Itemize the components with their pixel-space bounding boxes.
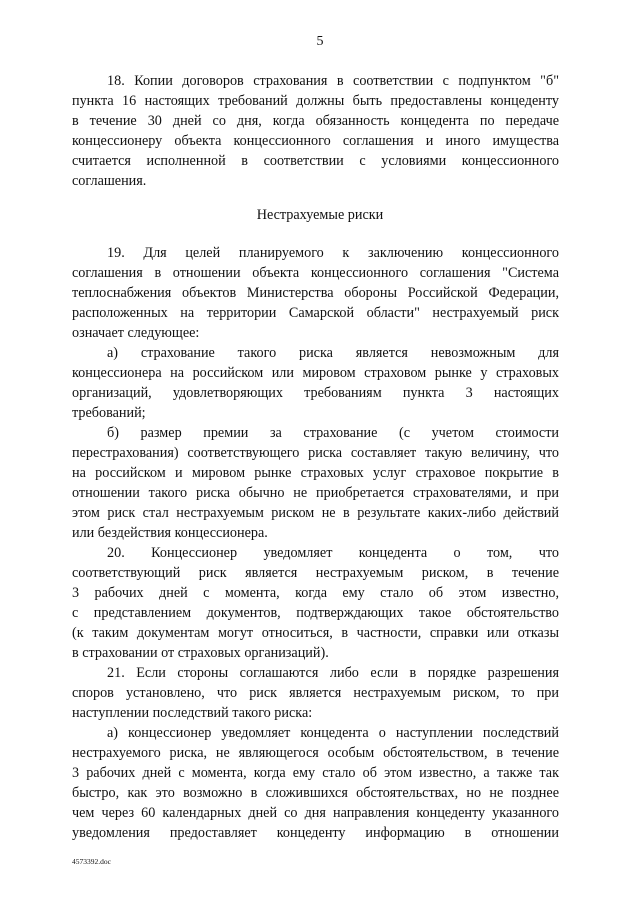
- paragraph-line: на российском и мировом рынке страховых услуг страховое покрытие в: [72, 465, 559, 481]
- paragraph-line: 21. Если стороны соглашаются либо если в порядке разрешения: [107, 665, 559, 681]
- paragraph-line: 3 рабочих дней с момента, когда ему стало об этом известно, а также так: [72, 765, 559, 781]
- paragraph-line: 20. Концессионер уведомляет концедента о том, что: [107, 545, 559, 561]
- paragraph-line: 19. Для целей планируемого к заключению концессионного: [107, 245, 559, 261]
- paragraph-line: в течение 30 дней со дня, когда обязанность концедента по передаче: [72, 113, 559, 129]
- paragraph-line: споров установлено, что риск является нестрахуемым риском, то при: [72, 685, 559, 701]
- paragraph-line: считается исполненной в соответствии с условиями концессионного: [72, 153, 559, 169]
- paragraph-line: этом риск стал нестрахуемым риском не в результате каких-либо действий: [72, 505, 559, 521]
- paragraph-line: уведомления предоставляет концеденту информацию в отношении: [72, 825, 559, 841]
- paragraph-line: в страховании от страховых организаций).: [72, 645, 329, 661]
- paragraph-line: отношении такого риска обычно не приобретается страхователями, и при: [72, 485, 559, 501]
- paragraph-line: соответствующий риск является нестрахуемым риском, в течение: [72, 565, 559, 581]
- paragraph-line: 18. Копии договоров страхования в соответствии с подпунктом "б": [107, 73, 559, 89]
- paragraph-line: пункта 16 настоящих требований должны быть предоставлены концеденту: [72, 93, 559, 109]
- paragraph-line: наступлении последствий такого риска:: [72, 705, 313, 721]
- paragraph-line: б) размер премии за страхование (с учетом стоимости: [107, 425, 559, 441]
- paragraph-line: (к таким документам могут относиться, в частности, справки или отказы: [72, 625, 559, 641]
- page-number: 5: [316, 34, 324, 49]
- paragraph-line: теплоснабжения объектов Министерства обороны Российской Федерации,: [72, 285, 559, 301]
- paragraph-line: быстро, как это возможно в сложившихся обстоятельствах, но не позднее: [72, 785, 559, 801]
- paragraph-line: или бездействия концессионера.: [72, 525, 268, 541]
- paragraph-line: требований;: [72, 405, 146, 421]
- paragraph-line: перестрахования) соответствующего риска составляет такую величину, что: [72, 445, 559, 461]
- paragraph-line: соглашения.: [72, 173, 147, 189]
- paragraph-line: с представлением документов, подтверждающих такое обстоятельство: [72, 605, 559, 621]
- paragraph-line: концессионера на российском или мировом страховом рынке у страховых: [72, 365, 559, 381]
- paragraph-line: а) страхование такого риска является невозможным для: [107, 345, 559, 361]
- paragraph-line: соглашения в отношении объекта концессионного соглашения "Система: [72, 265, 559, 281]
- paragraph-line: а) концессионер уведомляет концедента о наступлении последствий: [107, 725, 559, 741]
- paragraph-line: нестрахуемого риска, не являющегося особым обстоятельством, в течение: [72, 745, 559, 761]
- paragraph-line: расположенных на территории Самарской области" нестрахуемый риск: [72, 305, 559, 321]
- paragraph-line: организаций, удовлетворяющих требованиям пункта 3 настоящих: [72, 385, 559, 401]
- footer-document-code: 4573392.doc: [72, 857, 111, 866]
- paragraph-line: 3 рабочих дней с момента, когда ему стало об этом известно,: [72, 585, 559, 601]
- paragraph-line: концессионеру объекта концессионного соглашения и иного имущества: [72, 133, 559, 149]
- paragraph-line: чем через 60 календарных дней со дня направления концеденту указанного: [72, 805, 559, 821]
- paragraph-line: означает следующее:: [72, 325, 200, 341]
- section-heading: Нестрахуемые риски: [256, 207, 384, 223]
